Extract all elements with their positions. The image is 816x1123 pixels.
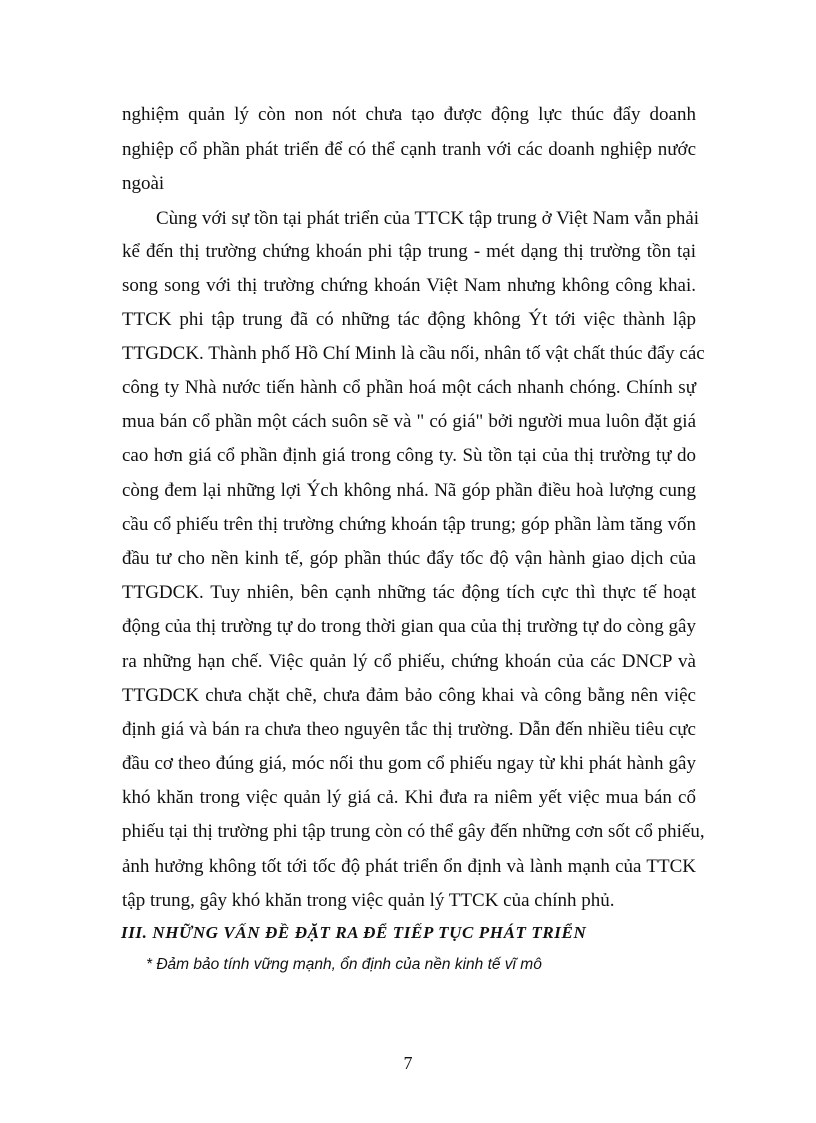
text-line: khó khăn trong việc quản lý giá cả. Khi đưa ra niêm yết việc mua bán cổ	[122, 787, 696, 808]
text-line: động của thị trường tự do trong thời gian qua của thị trường tự do còng gây	[122, 616, 696, 637]
subsection-heading: * Đảm bảo tính vững mạnh, ổn định của nền kinh tế vĩ mô	[146, 956, 542, 973]
text-line: Cùng với sự tồn tại phát triển của TTCK tập trung ở Việt Nam vẫn phải	[156, 208, 700, 229]
text-line: ra những hạn chế. Việc quản lý cổ phiếu, chứng khoán của các DNCP và	[122, 651, 696, 672]
section-heading: III. NHỮNG VẤN ĐỀ ĐẶT RA ĐỂ TIẾP TỤC PHÁT TRIỂN	[121, 923, 587, 942]
text-line: nghiệp cổ phần phát triển để có thể cạnh tranh với các doanh nghiệp nước	[122, 139, 696, 160]
text-line: nghiệm quản lý còn non nót chưa tạo được động lực thúc đẩy doanh	[122, 104, 696, 125]
text-line: định giá và bán ra chưa theo nguyên tắc thị trường. Dẫn đến nhiều tiêu cực	[122, 719, 696, 740]
text-line: công ty Nhà nước tiến hành cổ phần hoá một cách nhanh chóng. Chính sự	[122, 377, 696, 398]
text-line: TTCK phi tập trung đã có những tác động không Ýt tới việc thành lập	[122, 309, 696, 330]
text-line: song song với thị trường chứng khoán Việt Nam nhưng không công khai.	[122, 275, 696, 296]
text-line: mua bán cổ phần một cách suôn sẽ và " có giá" bởi người mua luôn đặt giá	[122, 411, 696, 432]
text-line: cầu cổ phiếu trên thị trường chứng khoán tập trung; góp phần làm tăng vốn	[122, 514, 696, 535]
text-line: cao hơn giá cổ phần định giá trong công ty. Sù tồn tại của thị trường tự do	[122, 445, 696, 466]
page-number: 7	[403, 1053, 413, 1073]
text-line: TTGDCK chưa chặt chẽ, chưa đảm bảo công khai và công bằng nên việc	[122, 685, 696, 706]
text-line: còng đem lại những lợi Ých không nhá. Nã góp phần điều hoà lượng cung	[122, 480, 696, 501]
text-line: đầu cơ theo đúng giá, móc nối thu gom cổ phiếu ngay từ khi phát hành gây	[122, 753, 696, 774]
text-line: kể đến thị trường chứng khoán phi tập trung - mét dạng thị trường tồn tại	[122, 241, 696, 262]
text-line: ảnh hưởng không tốt tới tốc độ phát triển ổn định và lành mạnh của TTCK	[122, 856, 696, 877]
text-line: đầu tư cho nền kinh tế, góp phần thúc đẩy tốc độ vận hành giao dịch của	[122, 548, 696, 569]
text-line: tập trung, gây khó khăn trong việc quản lý TTCK của chính phủ.	[122, 890, 615, 911]
text-line: TTGDCK. Tuy nhiên, bên cạnh những tác động tích cực thì thực tế hoạt	[122, 582, 696, 603]
text-line: ngoài	[122, 173, 165, 194]
text-line: phiếu tại thị trường phi tập trung còn có thể gây đến những cơn sốt cổ phiếu,	[122, 821, 705, 842]
text-line: TTGDCK. Thành phố Hồ Chí Minh là cầu nối, nhân tố vật chất thúc đẩy các	[122, 343, 705, 364]
